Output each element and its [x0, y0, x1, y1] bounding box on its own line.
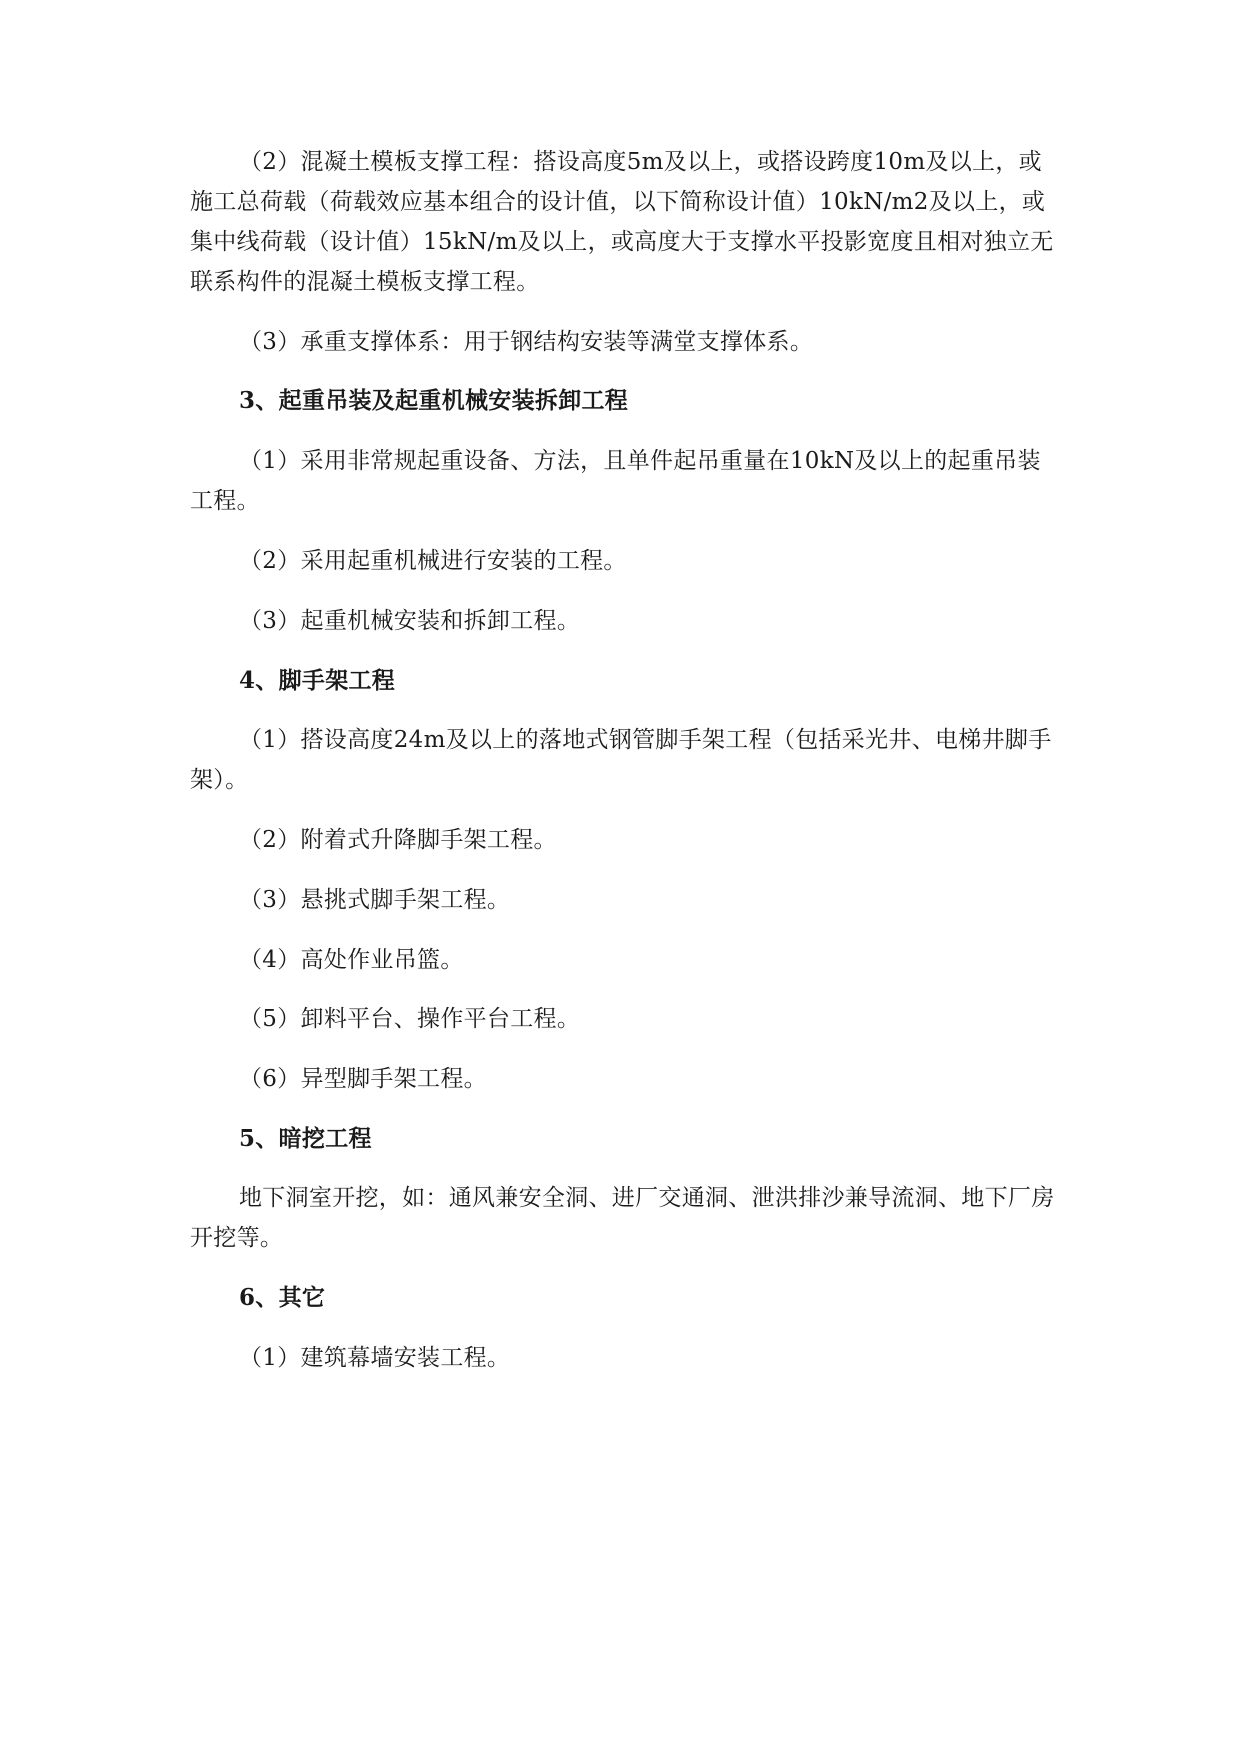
paragraph-scaffolding-item-5: （5）卸料平台、操作平台工程。	[239, 1006, 581, 1032]
paragraph-lifting-item-1: （1）采用非常规起重设备、方法，且单件起吊重量在10kN及以上的起重吊装工程。	[190, 448, 1041, 514]
heading-others: 6、其它	[239, 1284, 326, 1311]
paragraph-lifting-item-2: （2）采用起重机械进行安装的工程。	[239, 548, 627, 574]
paragraph-curtain-wall: （1）建筑幕墙安装工程。	[239, 1345, 511, 1371]
paragraph-tunneling-description: 地下洞室开挖，如：通风兼安全洞、进厂交通洞、泄洪排沙兼导流洞、地下厂房开挖等。	[190, 1185, 1055, 1251]
paragraph-scaffolding-item-4: （4）高处作业吊篮。	[239, 947, 464, 973]
paragraph-scaffolding-item-1: （1）搭设高度24m及以上的落地式钢管脚手架工程（包括采光井、电梯井脚手架）。	[190, 727, 1052, 793]
paragraph-scaffolding-item-3: （3）悬挑式脚手架工程。	[239, 887, 511, 913]
paragraph-formwork-support: （2）混凝土模板支撑工程：搭设高度5m及以上，或搭设跨度10m及以上，或施工总荷载（荷载效应基本组合的设计值，以下简称设计值）10kN/m2及以上，或集中线荷载（设计值）15kN/m及以上，或高度大于支撑水平投影宽度且相对独立无联系构件的混凝土模板支撑工程。	[190, 149, 1054, 295]
heading-scaffolding-works: 4、脚手架工程	[239, 667, 396, 694]
paragraph-lifting-item-3: （3）起重机械安装和拆卸工程。	[239, 608, 581, 634]
paragraph-scaffolding-item-2: （2）附着式升降脚手架工程。	[239, 827, 557, 853]
heading-tunneling-works: 5、暗挖工程	[239, 1125, 372, 1152]
paragraph-scaffolding-item-6: （6）异型脚手架工程。	[239, 1066, 487, 1092]
heading-lifting-works: 3、起重吊装及起重机械安装拆卸工程	[239, 387, 629, 414]
paragraph-load-bearing-system: （3）承重支撑体系：用于钢结构安装等满堂支撑体系。	[239, 329, 814, 355]
